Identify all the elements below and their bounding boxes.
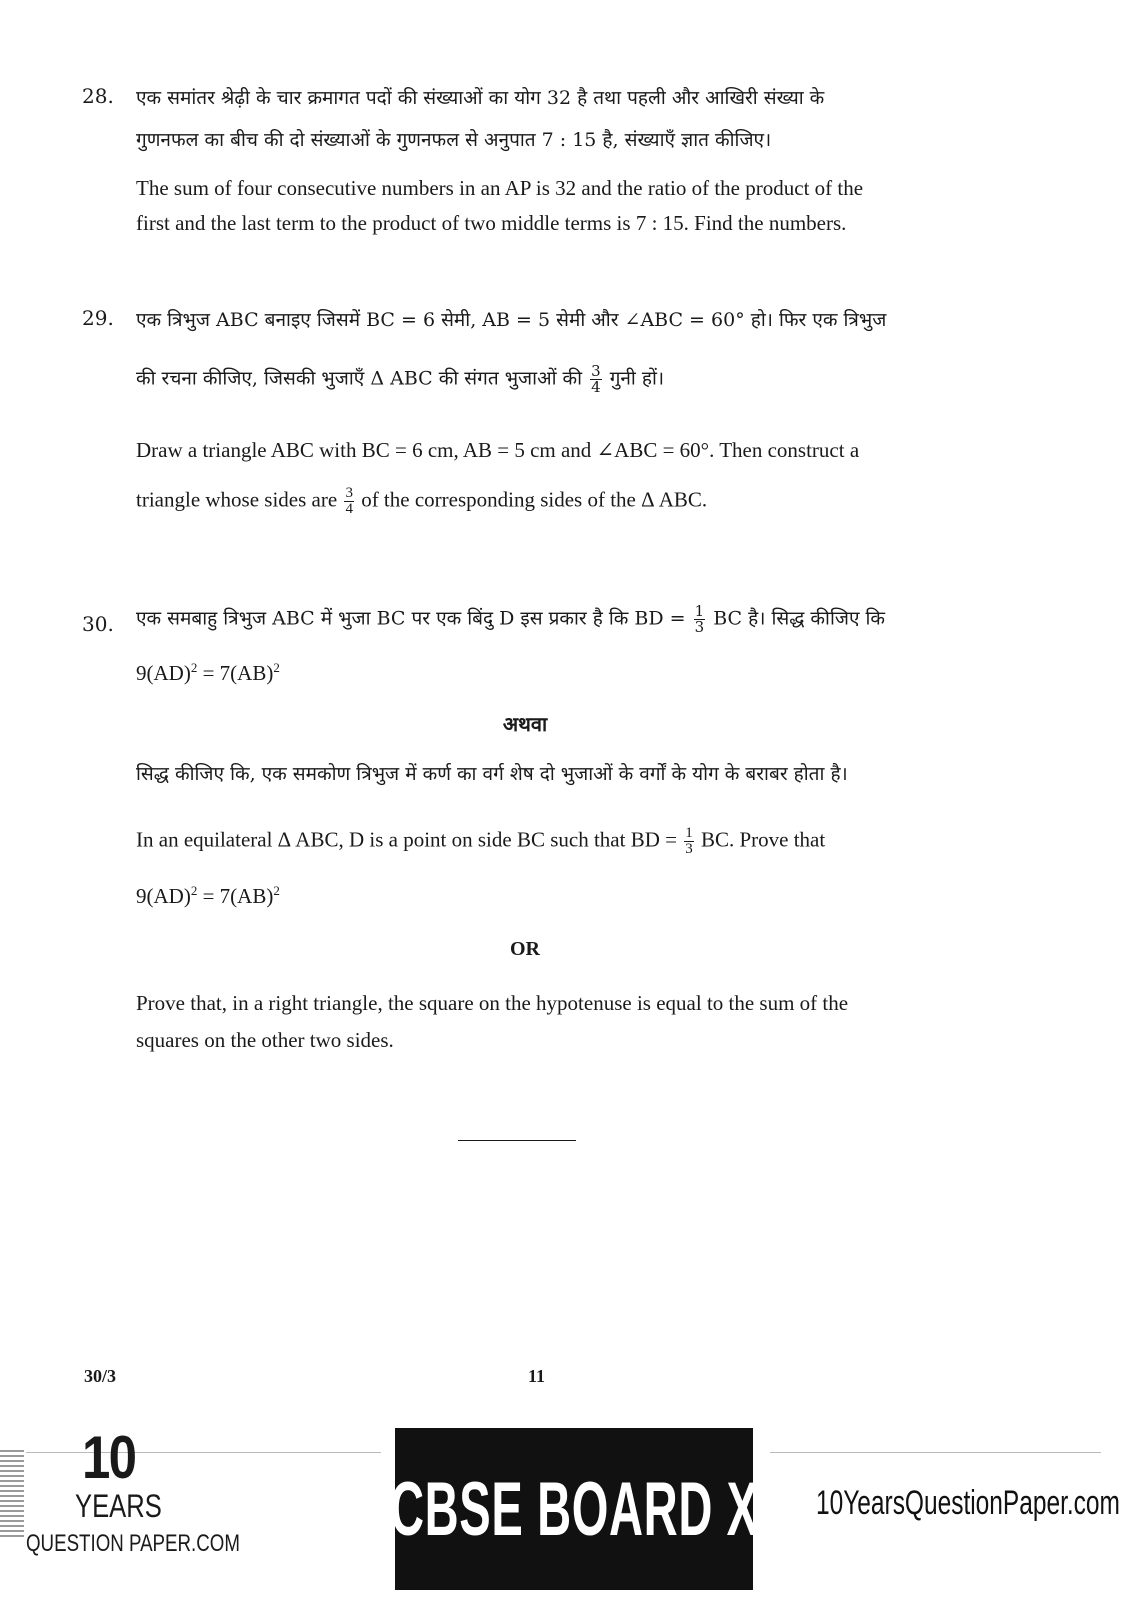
- logo-years: YEARS: [75, 1488, 162, 1524]
- q29-english-line2: [136, 486, 707, 517]
- q28-number: 28.: [82, 84, 114, 108]
- q30-english-line1-a: In an equilateral Δ ABC, D is a point on side BC such that BD =: [136, 827, 677, 852]
- cbse-board-title: CBSE BOARD X: [389, 1466, 759, 1552]
- q30-hindi-line1-b: BC है। सिद्ध कीजिए कि: [713, 607, 886, 630]
- banner-stripes: [0, 1450, 24, 1540]
- q28-english-line1: The sum of four consecutive numbers in an AP is 32 and the ratio of the product of the: [136, 176, 864, 200]
- q29-hindi-line1: एक त्रिभुज ABC बनाइए जिसमें BC = 6 सेमी, AB = 5 सेमी और ∠ABC = 60° हो। फिर एक त्रिभुज: [136, 309, 887, 331]
- q28-english-line2: first and the last term to the product of two middle terms is 7 : 15. Find the numbers.: [136, 211, 847, 235]
- q30-english-equation: 9(AD)$^2$ = 7(AB)$^2$: [136, 883, 280, 908]
- q29-english-line2-a: triangle whose sides are: [136, 487, 338, 512]
- q30-english-line1: [136, 826, 825, 857]
- q29-hindi-line2-a: की रचना कीजिए, जिसकी भुजाएँ Δ ABC की संगत भुजाओं की: [136, 367, 583, 390]
- q30-hindi-line1: [136, 604, 885, 635]
- q29-hindi-line2: [136, 364, 664, 395]
- q30-english-fraction: $\frac{1}{3}$: [685, 825, 693, 857]
- page-number: 11: [528, 1366, 546, 1386]
- banner-line-right: [770, 1452, 1101, 1453]
- q30-english-line1-b: BC. Prove that: [700, 827, 826, 852]
- q29-hindi-line2-b: गुनी हों।: [609, 367, 665, 390]
- q30-english-or: OR: [510, 938, 540, 960]
- logo-ten: 10: [82, 1424, 136, 1491]
- q30-hindi-or: अथवा: [502, 712, 548, 736]
- q30-english-alternative-line1: Prove that, in a right triangle, the square on the hypotenuse is equal to the sum of the: [136, 991, 849, 1015]
- q29-english-line1: Draw a triangle ABC with BC = 6 cm, AB = 5 cm and ∠ABC = 60°. Then construct a: [136, 438, 860, 462]
- q30-english-alternative-line2: squares on the other two sides.: [136, 1028, 394, 1052]
- q28-hindi-line1: एक समांतर श्रेढ़ी के चार क्रमागत पदों की संख्याओं का योग 32 है तथा पहली और आखिरी संख्या के: [136, 87, 825, 109]
- q29-english-line2-b: of the corresponding sides of the Δ ABC.: [361, 487, 708, 512]
- logo-question-paper: QUESTION PAPER.COM: [26, 1530, 240, 1557]
- banner-line-left: [26, 1452, 381, 1453]
- q28-hindi-line2: गुणनफल का बीच की दो संख्याओं के गुणनफल से अनुपात 7 : 15 है, संख्याएँ ज्ञात कीजिए।: [136, 129, 772, 151]
- q30-hindi-line1-a: एक समबाहु त्रिभुज ABC में भुजा BC पर एक बिंदु D इस प्रकार है कि BD =: [136, 607, 686, 630]
- paper-code: 30/3: [84, 1366, 117, 1386]
- q29-number: 29.: [82, 306, 114, 330]
- cbse-board-banner: [389, 1428, 759, 1590]
- q30-hindi-alternative: सिद्ध कीजिए कि, एक समकोण त्रिभुज में कर्ण का वर्ग शेष दो भुजाओं के वर्गों के योग के बराबर होता है।: [136, 763, 848, 785]
- q30-hindi-equation: 9(AD)$^2$ = 7(AB)$^2$: [136, 660, 280, 685]
- q29-hindi-fraction: $\frac{3}{4}$: [591, 362, 601, 396]
- q30-hindi-fraction: $\frac{1}{3}$: [694, 602, 705, 636]
- q29-english-fraction: $\frac{3}{4}$: [345, 485, 353, 517]
- website-link[interactable]: 10YearsQuestionPaper.com: [816, 1484, 1120, 1522]
- end-rule: [458, 1140, 576, 1141]
- q30-number: 30.: [82, 612, 114, 636]
